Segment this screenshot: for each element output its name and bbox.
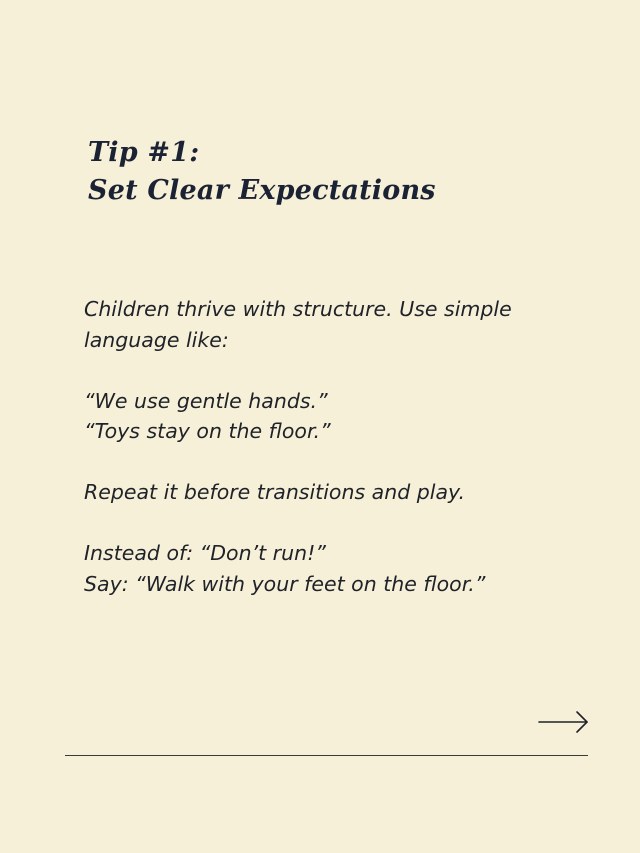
- paragraph-spacer: [84, 508, 584, 539]
- instead-of-text: Instead of: “Don’t run!”: [84, 541, 326, 565]
- intro-text-line-1: Children thrive with structure. Use simple: [84, 297, 512, 321]
- intro-text-line-2: language like:: [84, 327, 229, 352]
- repeat-advice: Repeat it before transitions and play.: [84, 480, 466, 504]
- arrow-right-icon[interactable]: [536, 708, 592, 736]
- bottom-divider: [65, 755, 588, 756]
- example-phrase-2: “Toys stay on the floor.”: [84, 419, 331, 443]
- tip-body: [84, 294, 584, 599]
- say-text: Say: “Walk with your feet on the floor.”: [84, 571, 486, 596]
- example-phrase-1: “We use gentle hands.”: [84, 388, 328, 413]
- title-line-tip-number: Tip #1:: [88, 137, 200, 168]
- title-line-heading: Set Clear Expectations: [88, 175, 436, 206]
- slide-title: [88, 134, 436, 210]
- paragraph-spacer: [84, 355, 584, 386]
- paragraph-spacer: [84, 447, 584, 478]
